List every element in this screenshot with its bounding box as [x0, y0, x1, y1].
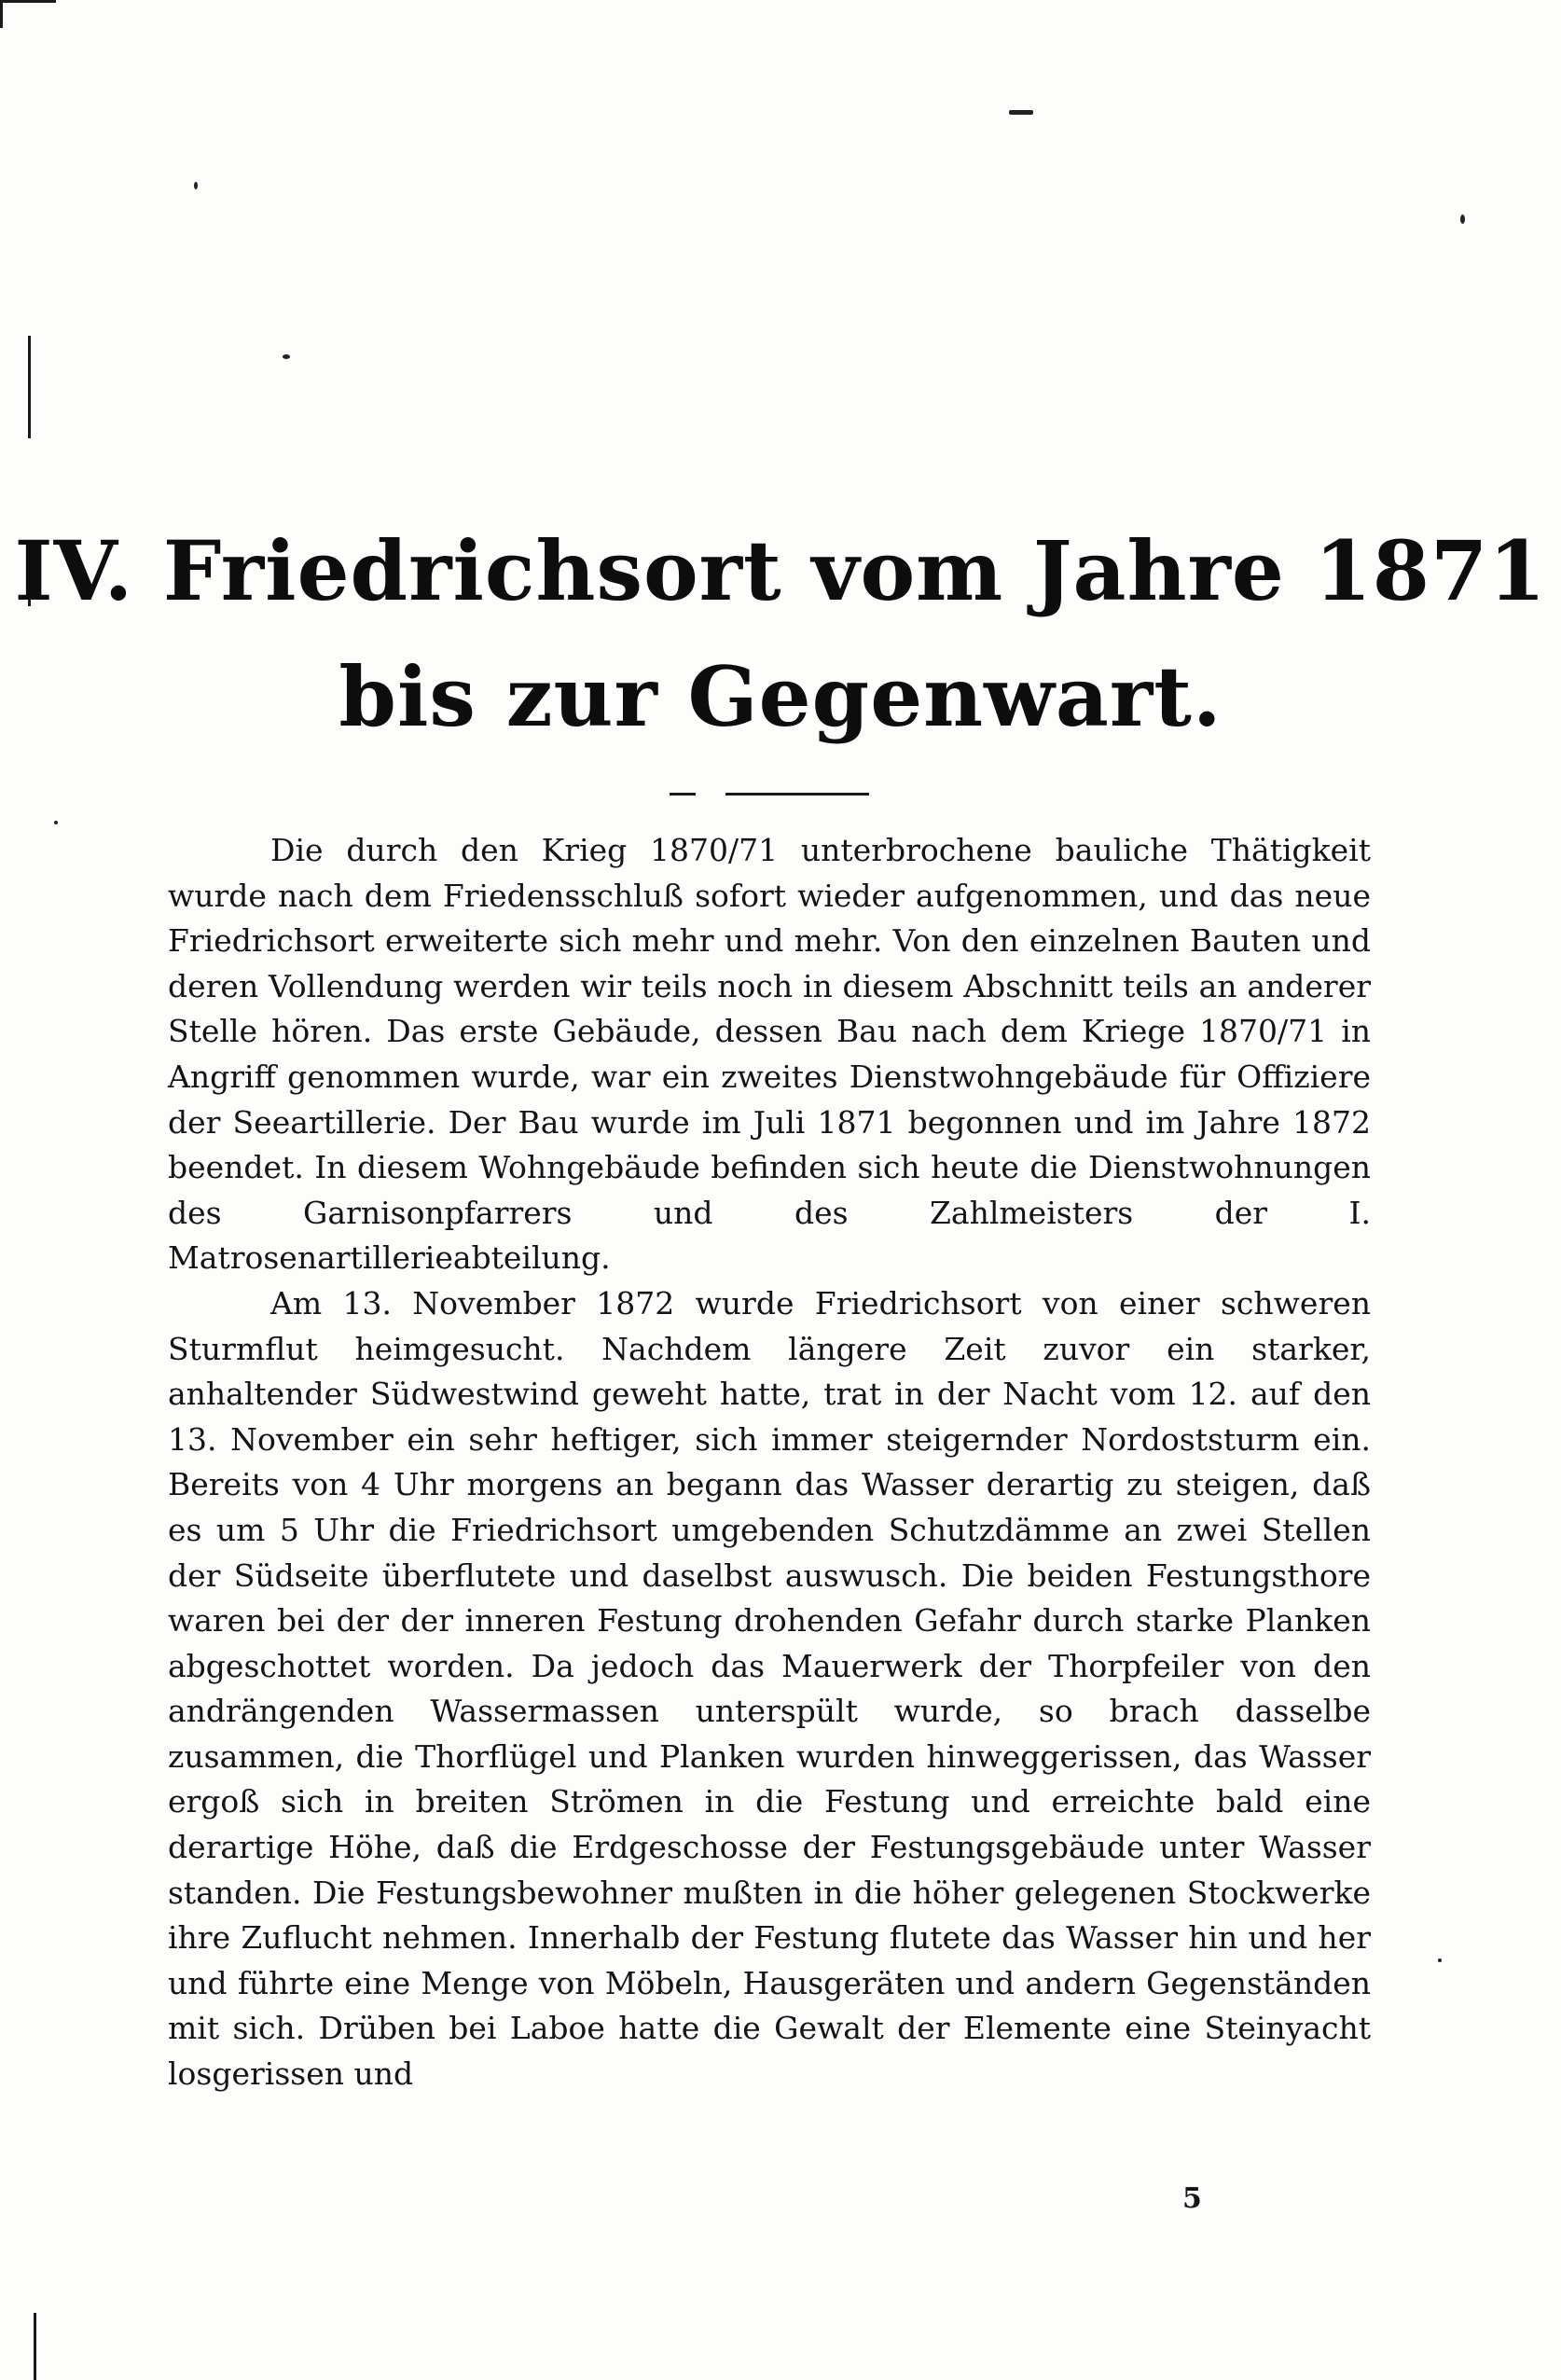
- chapter-title-line-1: IV. Friedrichsort vom Jahre 1871: [14, 522, 1547, 619]
- scan-speck: [1460, 214, 1465, 224]
- scan-speck: [194, 182, 198, 189]
- chapter-title-line-2: bis zur Gegenwart.: [338, 648, 1223, 745]
- title-divider: [670, 793, 696, 796]
- scan-speck: [1438, 1958, 1442, 1962]
- scan-edge-mark: [0, 0, 3, 28]
- scan-speck: [283, 354, 290, 359]
- scan-speck: [1009, 110, 1033, 115]
- scan-edge-mark: [34, 2313, 36, 2380]
- scan-speck: [54, 821, 58, 824]
- title-divider: [725, 793, 869, 796]
- scan-edge-mark: [0, 0, 56, 3]
- scan-edge-mark: [28, 336, 31, 438]
- chapter-body: [168, 828, 1371, 2097]
- paragraph-2: Am 13. November 1872 wurde Friedrichsort von einer schweren Sturmflut heimgesucht. Nachdem längere Zeit zuvor ein starker, anhaltender Südwestwind geweht hatte, trat in der Nacht vom 12. auf den 13. November ein sehr heftiger, sich immer steigernder Nordoststurm ein. Bereits von 4 Uhr morgens an begann das Wasser derartig zu steigen, daß es um 5 Uhr die Friedrichsort umgebenden Schutzdämme an zwei Stellen der Südseite überflutete und daselbst auswusch. Die beiden Festungsthore waren bei der der inneren Festung drohenden Gefahr durch starke Planken abgeschottet worden. Da jedoch das Mauerwerk der Thorpfeiler von den andrängenden Wassermassen unterspült wurde, so brach dasselbe zusammen, die Thorflügel und Planken wurden hinweggerissen, das Wasser ergoß sich in breiten Strömen in die Festung und erreichte bald eine derartige Höhe, daß die Erdgeschosse der Festungsgebäude unter Wasser standen. Die Festungsbewohner mußten in die höher gelegenen Stockwerke ihre Zuflucht nehmen. Innerhalb der Festung flutete das Wasser hin und her und führte eine Menge von Möbeln, Hausgeräten und andern Gegenständen mit sich. Drüben bei Laboe hatte die Gewalt der Elemente eine Steinyacht losgerissen und: [168, 1284, 1371, 2093]
- page-number: 5: [1182, 2182, 1202, 2215]
- paragraph-1: Die durch den Krieg 1870/71 unterbrochene bauliche Thätigkeit wurde nach dem Friedensschluß sofort wieder aufgenommen, und das neue Friedrichsort erweiterte sich mehr und mehr. Von den einzelnen Bauten und deren Vollendung werden wir teils noch in diesem Abschnitt teils an anderer Stelle hören. Das erste Gebäude, dessen Bau nach dem Kriege 1870/71 in Angriff genommen wurde, war ein zweites Dienstwohngebäude für Offiziere der Seeartillerie. Der Bau wurde im Juli 1871 begonnen und im Jahre 1872 beendet. In diesem Wohngebäude befinden sich heute die Dienstwohnungen des Garnisonpfarrers und des Zahlmeisters der I. Matrosenartillerieabteilung.: [168, 832, 1371, 1277]
